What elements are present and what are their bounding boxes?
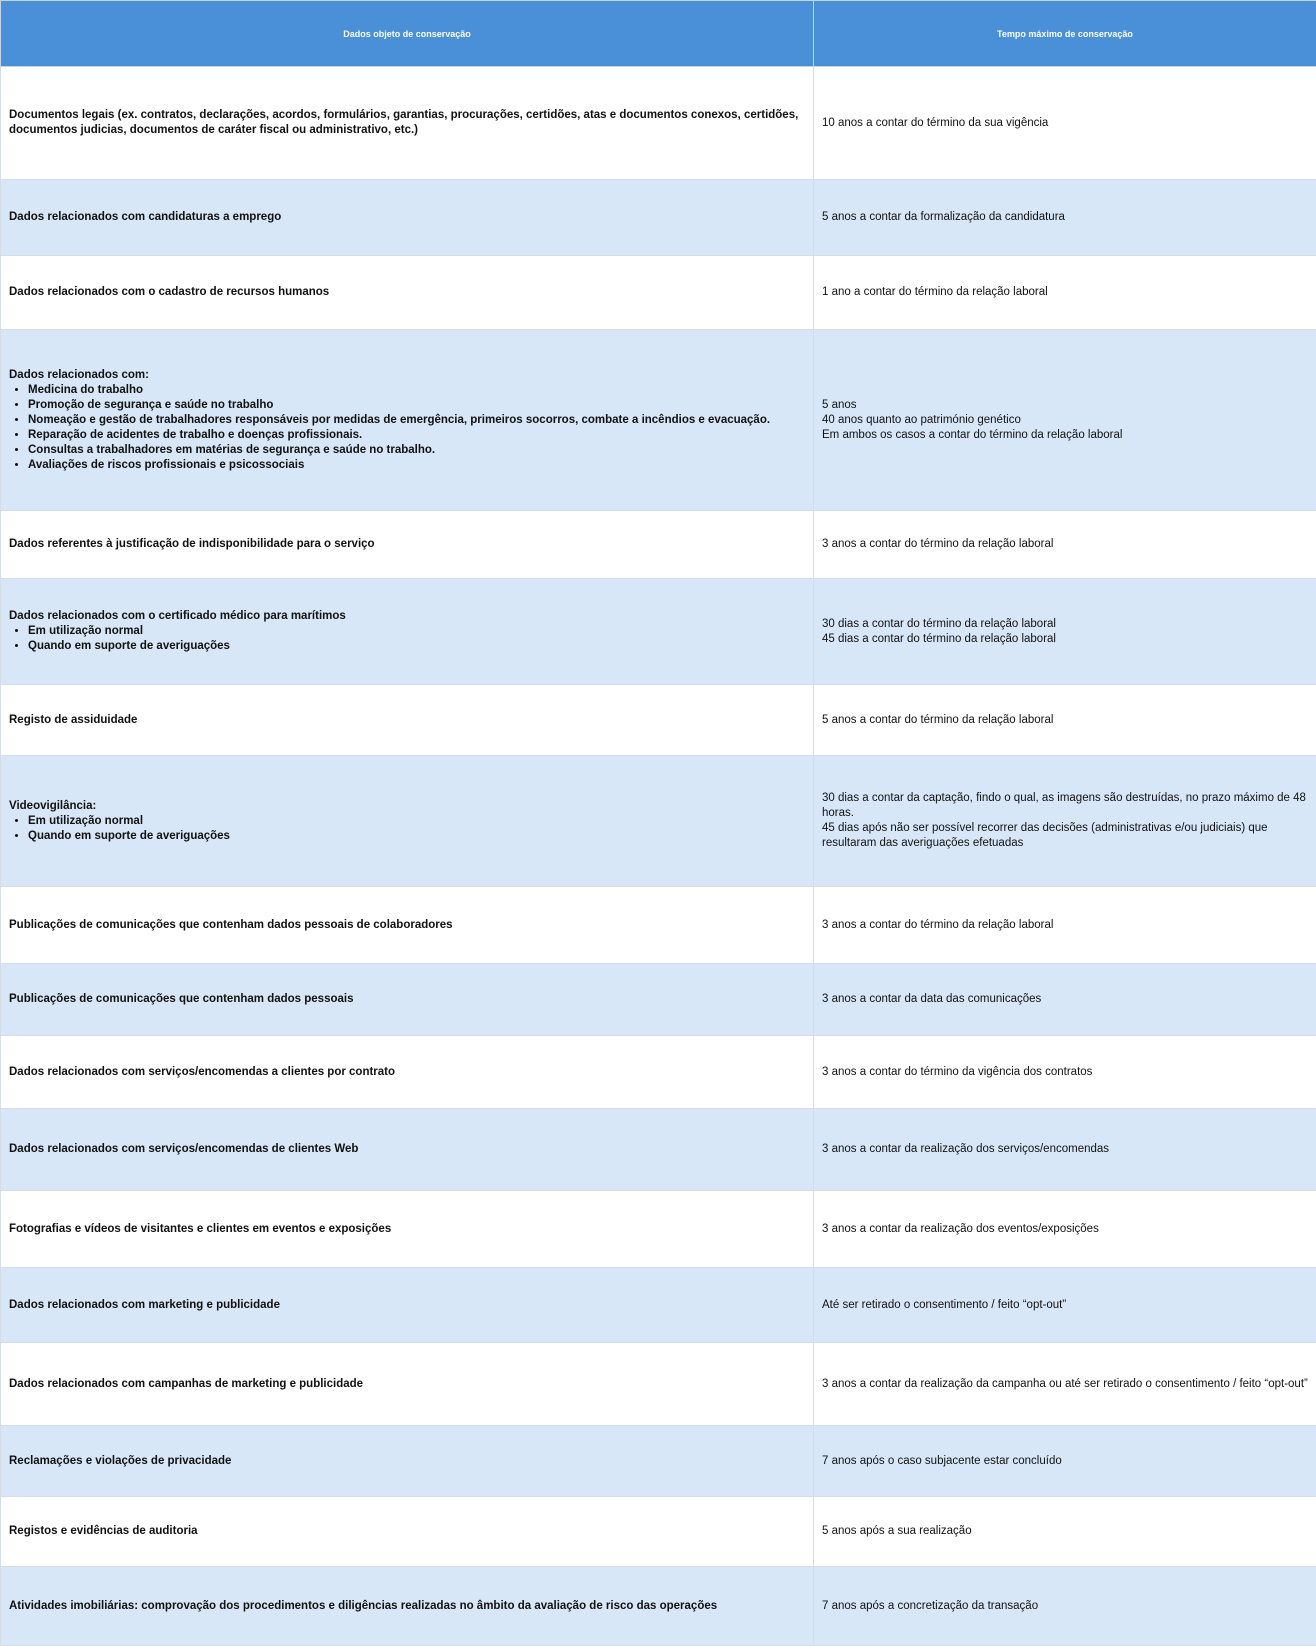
retention-period-cell [814, 256, 1316, 330]
data-category-cell [1, 256, 814, 330]
data-category-list [9, 383, 805, 473]
retention-period-cell [814, 756, 1316, 887]
data-category-label: Documentos legais (ex. contratos, declarações, acordos, formulários, garantias, procurações, certidões, atas e documentos conexos, certidões, documentos judicias, documentos de caráter fiscal ou administrativo, etc.) [9, 108, 805, 138]
table-row [1, 1343, 1316, 1426]
retention-period-cell [814, 1426, 1316, 1497]
retention-period-cell [814, 1268, 1316, 1343]
retention-period-text: 3 anos a contar da realização da campanha ou até ser retirado o consentimento / feito “opt-out” [822, 1377, 1308, 1392]
retention-period-cell [814, 1567, 1316, 1646]
table-row [1, 1497, 1316, 1567]
data-category-cell [1, 1109, 814, 1191]
retention-period-text: 3 anos a contar da realização dos eventos/exposições [822, 1222, 1308, 1237]
retention-period-text: 5 anos a contar da formalização da candidatura [822, 210, 1308, 225]
retention-period-text: 3 anos a contar da data das comunicações [822, 992, 1308, 1007]
table-row [1, 685, 1316, 756]
retention-period-text: 5 anos [822, 398, 1308, 413]
table-row [1, 579, 1316, 685]
retention-period-cell [814, 1191, 1316, 1268]
table-body [1, 67, 1316, 1646]
retention-period-cell [814, 685, 1316, 756]
table-row [1, 180, 1316, 256]
data-category-cell [1, 180, 814, 256]
retention-period-text: Em ambos os casos a contar do término da relação laboral [822, 428, 1308, 443]
data-category-cell [1, 1343, 814, 1426]
retention-period-text: 7 anos após o caso subjacente estar concluído [822, 1454, 1308, 1469]
retention-period-text: 5 anos após a sua realização [822, 1524, 1308, 1539]
data-category-label: Registo de assiduidade [9, 713, 805, 728]
data-category-cell [1, 685, 814, 756]
table-row [1, 964, 1316, 1036]
header-data-column: Dados objeto de conservação [1, 1, 814, 67]
retention-period-text: 3 anos a contar do término da vigência dos contratos [822, 1065, 1308, 1080]
data-category-list-item: • Medicina do trabalho [28, 383, 805, 398]
data-category-list-item: • Quando em suporte de averiguações [28, 829, 805, 844]
data-category-label: Dados relacionados com o cadastro de recursos humanos [9, 285, 805, 300]
data-category-label: Dados relacionados com marketing e publicidade [9, 1298, 805, 1313]
retention-period-text: 3 anos a contar do término da relação laboral [822, 918, 1308, 933]
data-category-label: Dados relacionados com: [9, 368, 805, 383]
data-category-label: Dados relacionados com serviços/encomendas a clientes por contrato [9, 1065, 805, 1080]
table-row [1, 1426, 1316, 1497]
data-category-label: Publicações de comunicações que contenham dados pessoais de colaboradores [9, 918, 805, 933]
data-category-cell [1, 1268, 814, 1343]
data-category-label: Dados relacionados com serviços/encomendas de clientes Web [9, 1142, 805, 1157]
data-category-list-item: • Quando em suporte de averiguações [28, 639, 805, 654]
table-row [1, 256, 1316, 330]
retention-period-cell [814, 964, 1316, 1036]
table-row [1, 67, 1316, 180]
table-row [1, 511, 1316, 579]
data-category-list-item: • Avaliações de riscos profissionais e psicossociais [28, 458, 805, 473]
data-category-cell [1, 67, 814, 180]
retention-period-cell [814, 1036, 1316, 1109]
data-category-cell [1, 756, 814, 887]
table-row [1, 1036, 1316, 1109]
data-category-list-item: • Em utilização normal [28, 814, 805, 829]
retention-period-text: 30 dias a contar do término da relação laboral [822, 617, 1308, 632]
retention-period-cell [814, 579, 1316, 685]
retention-period-text: 45 dias após não ser possível recorrer das decisões (administrativas e/ou judiciais) que resultaram das averiguações efetuadas [822, 821, 1308, 851]
data-category-list-item: • Consultas a trabalhadores em matérias de segurança e saúde no trabalho. [28, 443, 805, 458]
table-row [1, 887, 1316, 964]
retention-period-text: 3 anos a contar do término da relação laboral [822, 537, 1308, 552]
retention-period-cell [814, 887, 1316, 964]
retention-period-text: 10 anos a contar do término da sua vigência [822, 116, 1308, 131]
data-category-label: Videovigilância: [9, 799, 805, 814]
data-category-label: Atividades imobiliárias: comprovação dos procedimentos e diligências realizadas no âmbito da avaliação de risco das operações [9, 1599, 805, 1614]
data-category-label: Reclamações e violações de privacidade [9, 1454, 805, 1469]
data-category-list-item: • Promoção de segurança e saúde no trabalho [28, 398, 805, 413]
data-category-cell [1, 887, 814, 964]
table-row [1, 1567, 1316, 1646]
retention-period-cell [814, 511, 1316, 579]
data-category-cell [1, 1497, 814, 1567]
data-category-cell [1, 511, 814, 579]
data-category-label: Publicações de comunicações que contenham dados pessoais [9, 992, 805, 1007]
data-category-label: Registos e evidências de auditoria [9, 1524, 805, 1539]
retention-period-text: 30 dias a contar da captação, findo o qual, as imagens são destruídas, no prazo máximo de 48 horas. [822, 791, 1308, 821]
data-category-cell [1, 330, 814, 511]
retention-period-text: 45 dias a contar do término da relação laboral [822, 632, 1308, 647]
data-category-label: Dados relacionados com o certificado médico para marítimos [9, 609, 805, 624]
retention-period-cell [814, 1343, 1316, 1426]
table-row [1, 1109, 1316, 1191]
data-category-label: Dados referentes à justificação de indisponibilidade para o serviço [9, 537, 805, 552]
data-category-cell [1, 1036, 814, 1109]
data-category-cell [1, 579, 814, 685]
table-row [1, 1268, 1316, 1343]
retention-period-text: 3 anos a contar da realização dos serviços/encomendas [822, 1142, 1308, 1157]
data-category-label: Fotografias e vídeos de visitantes e clientes em eventos e exposições [9, 1222, 805, 1237]
data-category-cell [1, 1191, 814, 1268]
header-retention-column: Tempo máximo de conservação [814, 1, 1316, 67]
retention-period-cell [814, 1109, 1316, 1191]
data-category-list-item: • Nomeação e gestão de trabalhadores responsáveis por medidas de emergência, primeiros socorros, combate a incêndios e evacuação. [28, 413, 805, 428]
retention-period-text: Até ser retirado o consentimento / feito “opt-out” [822, 1298, 1308, 1313]
table-row [1, 330, 1316, 511]
data-category-cell [1, 964, 814, 1036]
data-category-cell [1, 1426, 814, 1497]
table-header-row [1, 1, 1316, 67]
data-category-label: Dados relacionados com campanhas de marketing e publicidade [9, 1377, 805, 1392]
data-category-list [9, 624, 805, 654]
retention-period-cell [814, 180, 1316, 256]
data-category-list-item: • Reparação de acidentes de trabalho e doenças profissionais. [28, 428, 805, 443]
data-category-label: Dados relacionados com candidaturas a emprego [9, 210, 805, 225]
retention-period-cell [814, 67, 1316, 180]
table-row [1, 756, 1316, 887]
data-category-cell [1, 1567, 814, 1646]
retention-period-cell [814, 330, 1316, 511]
data-category-list-item: • Em utilização normal [28, 624, 805, 639]
retention-period-text: 5 anos a contar do término da relação laboral [822, 713, 1308, 728]
retention-period-text: 1 ano a contar do término da relação laboral [822, 285, 1308, 300]
retention-period-text: 40 anos quanto ao património genético [822, 413, 1308, 428]
data-category-list [9, 814, 805, 844]
retention-period-text: 7 anos após a concretização da transação [822, 1599, 1308, 1614]
table-row [1, 1191, 1316, 1268]
retention-period-cell [814, 1497, 1316, 1567]
